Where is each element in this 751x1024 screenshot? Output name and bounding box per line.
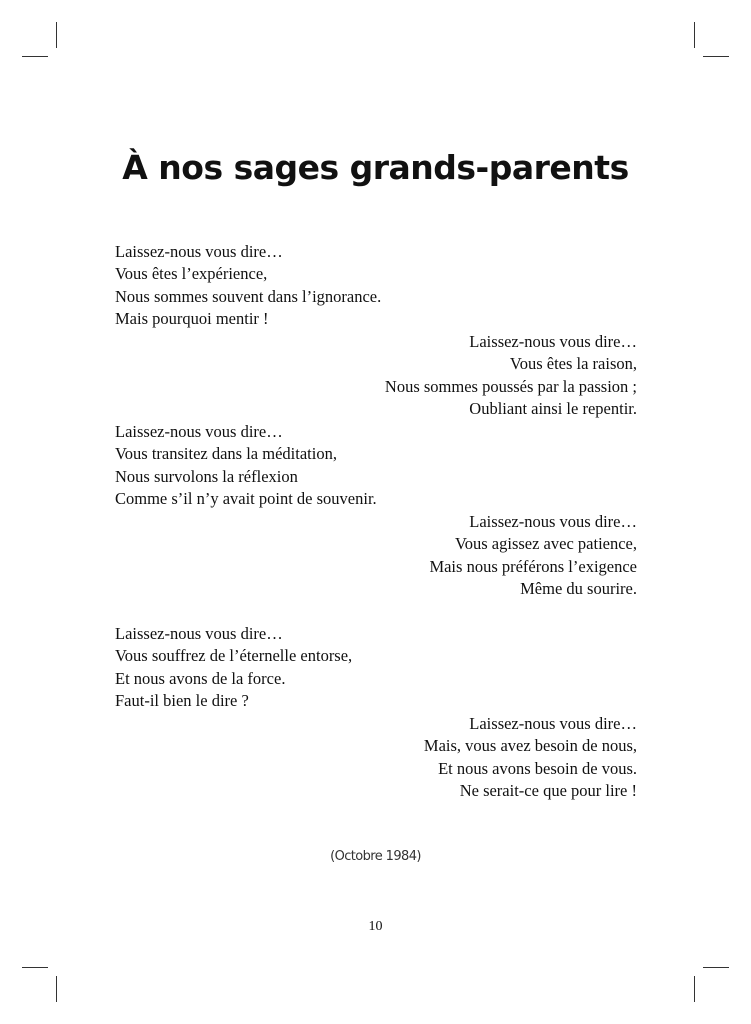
- crop-mark: [703, 967, 729, 968]
- stanza-5: [115, 623, 352, 713]
- poem-line: Nous sommes poussés par la passion ;: [384, 376, 637, 396]
- poem-line: Nous survolons la réflexion: [115, 466, 298, 486]
- crop-mark: [694, 22, 695, 48]
- poem-title: À nos sages grands-parents: [122, 148, 629, 187]
- stanza-1: [115, 241, 381, 331]
- poem-line: Vous êtes l’expérience,: [115, 264, 268, 284]
- poem-line: Laissez-nous vous dire…: [115, 242, 283, 261]
- poem-line: Laissez-nous vous dire…: [115, 422, 283, 441]
- page-number: 10: [368, 919, 383, 934]
- crop-mark: [56, 22, 57, 48]
- crop-mark: [22, 56, 48, 57]
- poem-line: Laissez-nous vous dire…: [115, 624, 283, 643]
- poem-line: Vous souffrez de l’éternelle entorse,: [115, 646, 353, 666]
- poem-line: Comme s’il n’y avait point de souvenir.: [115, 489, 377, 509]
- stanza-6: [424, 713, 637, 803]
- poem-line: Oubliant ainsi le repentir.: [469, 399, 637, 419]
- poem-line: Nous sommes souvent dans l’ignorance.: [115, 286, 382, 306]
- stanza-2: [385, 331, 637, 421]
- stanza-3: [115, 421, 377, 511]
- crop-mark: [22, 967, 48, 968]
- stanza-4: [429, 511, 637, 601]
- crop-mark: [694, 976, 695, 1002]
- poem-line: Mais, vous avez besoin de nous,: [423, 736, 637, 756]
- poem-line: Faut-il bien le dire ?: [115, 691, 249, 711]
- poem-line: Ne serait-ce que pour lire !: [459, 781, 637, 801]
- poem-line: Laissez-nous vous dire…: [469, 332, 637, 351]
- poem-line: Et nous avons de la force.: [115, 668, 286, 688]
- poem-date: (Octobre 1984): [330, 849, 421, 864]
- poem-line: Vous agissez avec patience,: [454, 534, 637, 554]
- poem-line: Laissez-nous vous dire…: [469, 512, 637, 531]
- poem-line: Vous transitez dans la méditation,: [115, 444, 337, 464]
- poem-line: Vous êtes la raison,: [509, 354, 637, 374]
- crop-mark: [56, 976, 57, 1002]
- poem-line: Et nous avons besoin de vous.: [438, 758, 637, 778]
- poem-line: Même du sourire.: [520, 579, 637, 599]
- poem-line: Laissez-nous vous dire…: [469, 714, 637, 733]
- poem-line: Mais pourquoi mentir !: [115, 309, 269, 329]
- crop-mark: [703, 56, 729, 57]
- poem-line: Mais nous préférons l’exigence: [429, 556, 637, 576]
